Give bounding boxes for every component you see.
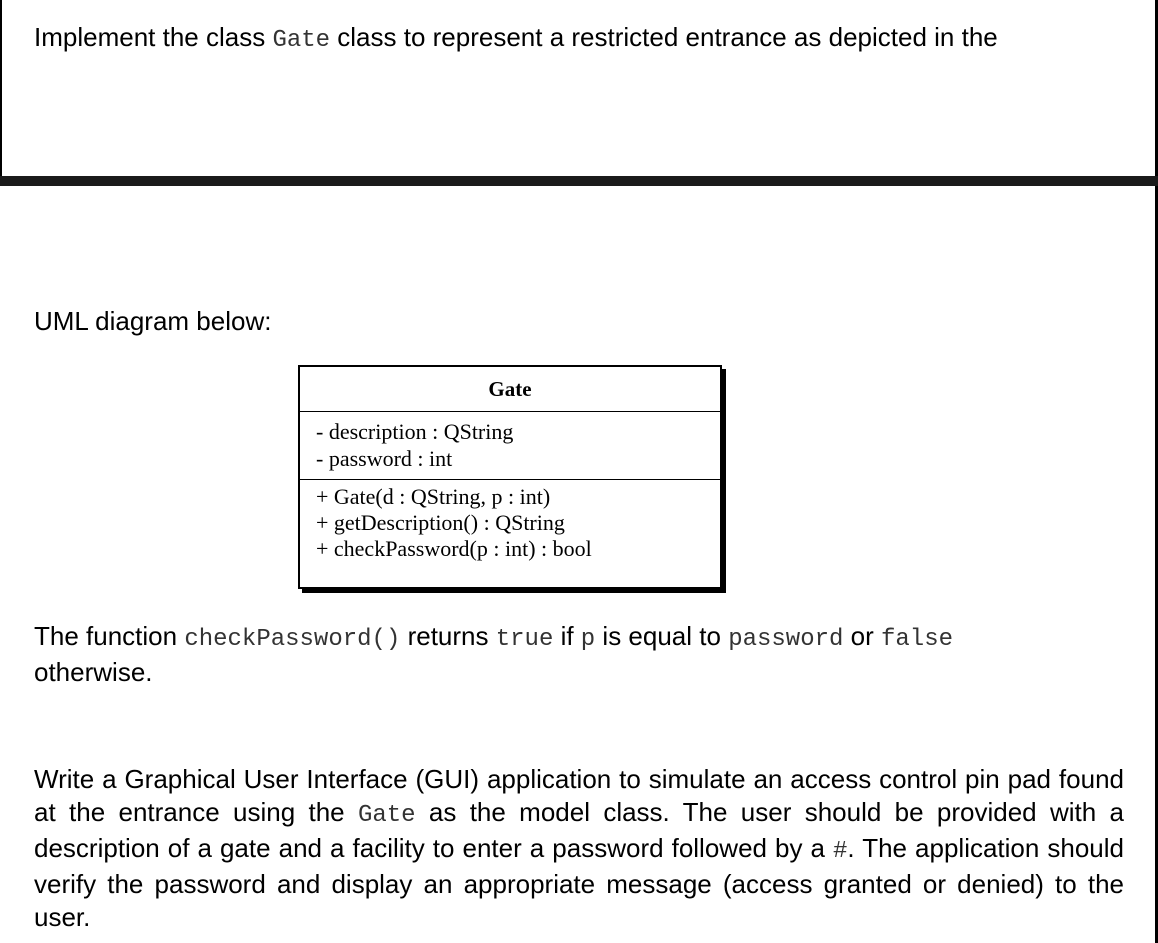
uml-attributes (300, 412, 720, 480)
uml-class-diagram (298, 365, 722, 589)
page-border-left (0, 0, 2, 180)
code-span: p (580, 626, 596, 653)
uml-operation: + Gate(d : QString, p : int) (316, 484, 551, 509)
code-span: false (880, 626, 953, 653)
code-span: checkPassword() (184, 626, 401, 653)
gui-paragraph: Write a Graphical User Interface (GUI) application to simulate an access control pin pad found at the entrance using the Gate as the model class. The user should be provided with a description of a gate and a facility to enter a password followed by a #. The application should verify the password and display an appropriate message (access granted or denied) to the user. (34, 764, 1125, 932)
uml-attribute: - password : int (316, 446, 453, 471)
uml-intro-line: UML diagram below: (34, 306, 272, 336)
code-span: Gate (357, 802, 416, 829)
uml-attribute: - description : QString (316, 419, 514, 444)
page-break-rule (0, 176, 1158, 186)
code-span: password (728, 626, 844, 653)
uml-operations (300, 480, 720, 562)
code-span: true (495, 626, 554, 653)
intro-line: Implement the class Gate class to represent a restricted entrance as depicted in the (34, 22, 998, 54)
class-code: Gate (272, 27, 331, 54)
uml-operation: + checkPassword(p : int) : bool (316, 536, 592, 561)
function-paragraph: The function checkPassword() returns true if p is equal to password or false otherwise. (34, 621, 953, 687)
code-span: # (833, 838, 848, 865)
uml-class-name: Gate (300, 367, 720, 412)
uml-operation: + getDescription() : QString (316, 510, 565, 535)
